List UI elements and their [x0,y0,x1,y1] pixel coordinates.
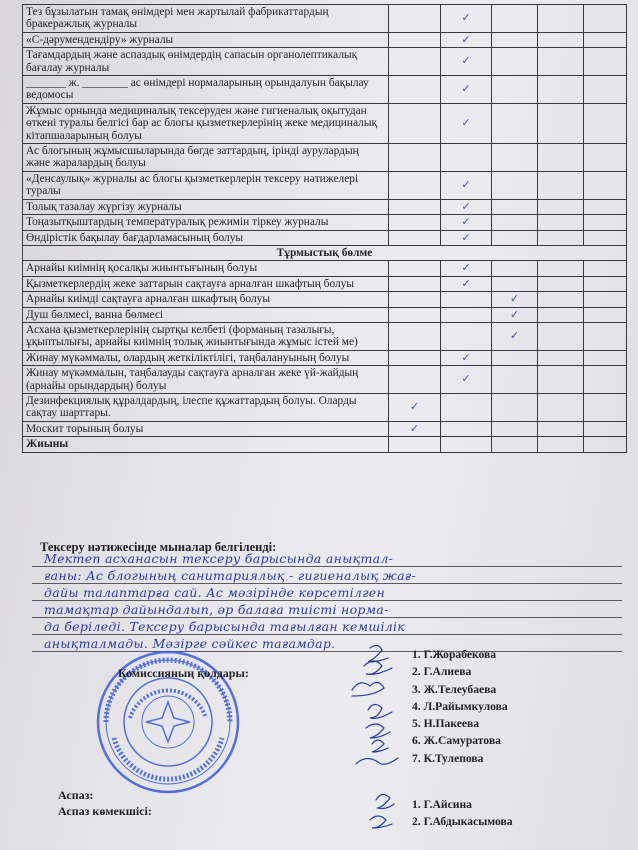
criterion-text: Москит торының болуы [23,421,389,436]
handwritten-line: ғаны: Ас блогының санитариялық - гигиеналық жағ- [44,568,417,583]
mark-cell [584,276,627,291]
criterion-text: Жиыны [23,437,389,452]
mark-cell [441,76,492,104]
checklist-row [23,144,627,172]
mark-cell [492,48,538,76]
mark-cell [492,261,538,276]
mark-cell [492,103,538,143]
check-mark-icon: ✓ [461,116,471,130]
criterion-text: Жұмыс орнында медициналық тексеруден және гигиеналық оқытудан өткені туралы белгісі бар ас блогы қызметкерлерінің жеке медициналық кітапшаларының болуы [23,103,389,143]
mark-cell [538,215,584,230]
mark-cell [389,171,441,199]
check-mark-icon: ✓ [461,215,471,229]
mark-cell [389,261,441,276]
checklist-row [23,261,627,276]
mark-cell [538,230,584,245]
mark-cell [584,307,627,322]
mark-cell [389,421,441,436]
mark-cell [538,350,584,365]
checklist-row [23,5,627,33]
criterion-text: «С-дәрумендендіру» журналы [23,32,389,47]
mark-cell [492,230,538,245]
mark-cell [584,48,627,76]
mark-cell [389,366,441,394]
cook-helper-label: Аспаз көмекшісі: [58,804,152,818]
mark-cell [492,199,538,214]
handwritten-line: анықталмады. Мәзірге сәйкес тағамдар. [44,636,336,651]
checklist-row [23,48,627,76]
mark-cell [584,144,627,172]
mark-cell [492,32,538,47]
mark-cell [538,171,584,199]
mark-cell [492,366,538,394]
mark-cell [441,171,492,199]
mark-cell [441,350,492,365]
mark-cell [538,322,584,350]
mark-cell [538,32,584,47]
mark-cell [538,366,584,394]
mark-cell [492,76,538,104]
mark-cell [389,437,441,452]
handwritten-line: дайы талаптарға сай. Ас мәзірінде көрсетілген [44,585,386,600]
mark-cell [492,276,538,291]
mark-cell [584,366,627,394]
criterion-text: Тағамдардың және аспаздық өнімдердің сапасын органолептикалық бағалау журналы [23,48,389,76]
checklist-table [22,4,627,453]
criterion-text: Өндірістік бақылау бағдарламасының болуы [23,230,389,245]
member-name: 2. Г.Алиева [412,665,472,679]
mark-cell [584,261,627,276]
check-mark-icon: ✓ [409,400,420,414]
mark-cell [584,421,627,436]
mark-cell [584,76,627,104]
criterion-text: _______ ж. ________ ас өнімдері нормаларының орындалуын бақылау ведомосы [23,76,389,104]
checklist-row [23,171,627,199]
mark-cell [538,5,584,33]
mark-cell [584,199,627,214]
mark-cell [389,292,441,307]
checklist-row [23,366,627,394]
checklist-row [23,32,627,47]
commission-members [412,646,508,767]
mark-cell [584,322,627,350]
mark-cell [584,171,627,199]
member-name: 1. Г.Жорабекова [412,648,497,661]
mark-cell [441,437,492,452]
checklist-row [23,307,627,322]
mark-cell [441,32,492,47]
mark-cell [441,322,492,350]
checklist-row [23,292,627,307]
findings-heading: Тексеру нәтижесінде мыналар белгіленді: [40,540,277,554]
mark-cell [441,421,492,436]
mark-cell [389,350,441,365]
check-mark-icon: ✓ [461,82,471,96]
mark-cell [441,48,492,76]
mark-cell [492,144,538,172]
mark-cell [584,32,627,47]
check-mark-icon: ✓ [461,199,471,213]
check-mark-icon: ✓ [509,307,520,321]
criterion-text: Душ бөлмесі, ванна бөлмесі [23,307,389,322]
section-title: Тұрмыстық бөлме [23,245,627,260]
mark-cell [584,437,627,452]
mark-cell [389,103,441,143]
mark-cell [538,48,584,76]
mark-cell [584,393,627,421]
check-mark-icon: ✓ [461,261,471,275]
mark-cell [492,437,538,452]
mark-cell [441,292,492,307]
mark-cell [441,103,492,143]
checklist-row [23,276,627,291]
total-row [23,437,627,452]
mark-cell [389,5,441,33]
check-mark-icon: ✓ [461,350,471,364]
mark-cell [492,5,538,33]
mark-cell [389,199,441,214]
cook-names [412,796,513,830]
checklist-row [23,215,627,230]
member-name: 4. Л.Райымкулова [412,699,508,713]
handwritten-line: тамақтар дайындалып, әр балаға тиісті норма- [44,602,389,617]
mark-cell [389,393,441,421]
mark-cell [584,292,627,307]
checklist-row [23,393,627,421]
mark-cell [389,215,441,230]
member-name: 7. К.Тулепова [412,751,484,765]
check-mark-icon: ✓ [509,292,520,306]
mark-cell [584,103,627,143]
checklist-row [23,76,627,104]
section-row [23,245,627,260]
mark-cell [538,144,584,172]
member-name: 5. Н.Пакеева [412,717,480,731]
mark-cell [389,48,441,76]
mark-cell [492,322,538,350]
cook-label: Аспаз: [58,788,94,802]
cook-name: 1. Г.Айсина [412,798,472,811]
mark-cell [441,5,492,33]
mark-cell [538,437,584,452]
check-mark-icon: ✓ [461,11,471,25]
mark-cell [389,322,441,350]
check-mark-icon: ✓ [461,230,471,244]
criterion-text: Тез бұзылатын тамақ өнімдері мен жартылай фабрикаттардың бракеражлық журналы [23,5,389,33]
checklist-row [23,322,627,350]
checklist-row [23,230,627,245]
mark-cell [538,307,584,322]
mark-cell [584,5,627,33]
mark-cell [441,366,492,394]
mark-cell [584,215,627,230]
mark-cell [441,276,492,291]
criterion-text: Жинау мүкәммалы, олардың жеткіліктілігі, таңбалануының болуы [23,350,389,365]
mark-cell [492,292,538,307]
mark-cell [492,171,538,199]
check-mark-icon: ✓ [461,276,471,290]
cook-name: 2. Г.Абдыкасымова [412,815,513,828]
criterion-text: Қызметкерлердің жеке заттарын сақтауға арналған шкафтың болуы [23,276,389,291]
checklist-row [23,199,627,214]
check-mark-icon: ✓ [461,54,471,68]
mark-cell [538,393,584,421]
mark-cell [538,103,584,143]
criterion-text: «Денсаулық» журналы ас блогы қызметкерлерін тексеру нәтижелері туралы [23,171,389,199]
criterion-text: Арнайы киімнің қосалқы жиынтығының болуы [23,261,389,276]
mark-cell [441,199,492,214]
member-name: 6. Ж.Самуратова [412,734,501,748]
mark-cell [389,32,441,47]
criterion-text: Дезинфекциялық құралдардың, ілеспе құжаттардың болуы. Оларды сақтау шарттары. [23,393,389,421]
handwritten-line: Мектеп асханасын тексеру барысында анықтал- [44,551,394,566]
check-mark-icon: ✓ [461,178,471,192]
checklist-row [23,103,627,143]
mark-cell [389,307,441,322]
mark-cell [389,76,441,104]
handwritten-signatures [330,640,420,840]
criterion-text: Арнайы киімді сақтауға арналған шкафтың болуы [23,292,389,307]
criterion-text: Асхана қызметкерлерінің сыртқы келбеті (форманың тазалығы, ұқыптылығы, арнайы киімнің толық жиынтығында жұмыс істей ме) [23,322,389,350]
member-name: 3. Ж.Телеубаева [412,682,497,696]
mark-cell [441,393,492,421]
checklist-row [23,421,627,436]
criterion-text: Жинау мүкәммалын, таңбалауды сақтауға арналған жеке үй-жайдың (арнайы орындардың) болуы [23,366,389,394]
mark-cell [389,276,441,291]
mark-cell [492,215,538,230]
mark-cell [492,393,538,421]
handwritten-findings [44,550,634,652]
mark-cell [389,144,441,172]
mark-cell [441,307,492,322]
check-mark-icon: ✓ [509,329,520,343]
mark-cell [538,199,584,214]
mark-cell [492,421,538,436]
mark-cell [538,276,584,291]
commission-signatures-label: Комиссияның қолдары: [118,666,249,680]
criterion-text: Ас блогының жұмысшыларында бөгде заттардың, ірінді аурулардың және жаралардың болуы [23,144,389,172]
mark-cell [492,307,538,322]
mark-cell [441,230,492,245]
mark-cell [584,350,627,365]
mark-cell [538,261,584,276]
check-mark-icon: ✓ [409,421,420,435]
criterion-text: Толық тазалау жүргізу журналы [23,199,389,214]
checklist-row [23,350,627,365]
handwritten-line: да беріледі. Тексеру барысында тағылған кемшілік [44,619,406,634]
mark-cell [441,261,492,276]
mark-cell [441,215,492,230]
mark-cell [389,230,441,245]
mark-cell [441,144,492,172]
check-mark-icon: ✓ [461,32,471,46]
mark-cell [538,292,584,307]
mark-cell [492,350,538,365]
check-mark-icon: ✓ [461,372,471,386]
mark-cell [538,76,584,104]
mark-cell [584,230,627,245]
criterion-text: Тоңазытқыштардың температуралық режимін тіркеу журналы [23,215,389,230]
mark-cell [538,421,584,436]
